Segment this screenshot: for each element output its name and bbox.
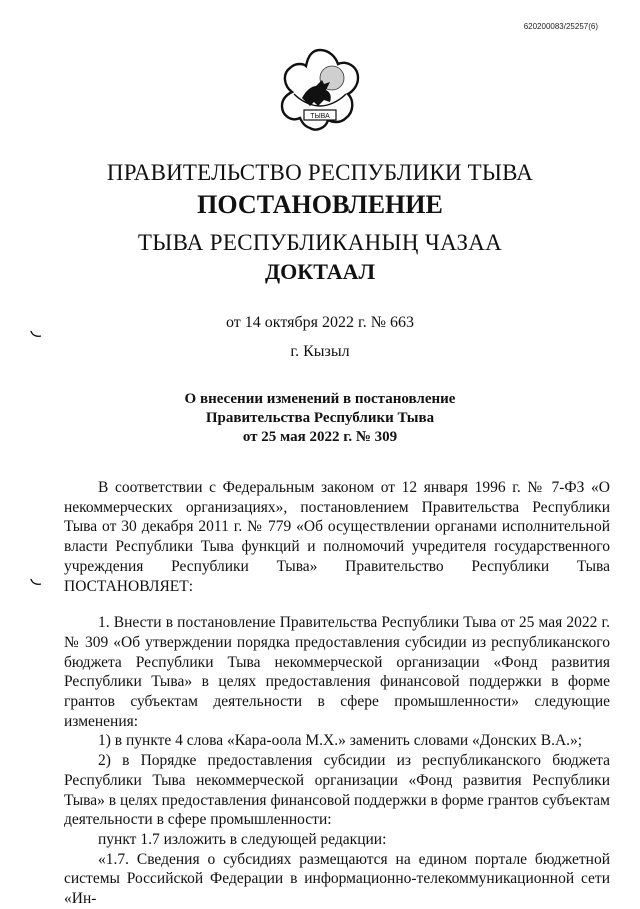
body-paragraph: пункт 1.7 изложить в следующей редакции: [98,830,387,848]
government-name-tv: ТЫВА РЕСПУБЛИКАНЫҢ ЧАЗАА [137,230,503,255]
margin-mark-icon [30,330,42,338]
document-id: 620200083/25257(6) [523,22,598,31]
body-paragraph: «1.7. Сведения о субсидиях размещаются на едином портале бюджетной системы Российской Федерации в информационно-телекоммуникационной сети «Ин- [64,850,610,908]
svg-text:ТЫВА: ТЫВА [310,113,330,120]
decree-title [0,390,640,447]
body-paragraph: 1. Внести в постановление Правительства Республики Тыва от 25 мая 2022 г. № 309 «Об утверждении порядка предоставления субсидии из республиканского бюджета Республики Тыва некоммерческой организации «Фонд развития Республики Тыва» в целях предоставления финансовой поддержки в форме грантов субъектам деятельности в сфере промышленности» следующие изменения: [64,614,610,730]
body-paragraph: В соответствии с Федеральным законом от 12 января 1996 г. № 7-ФЗ «О некоммерческих организациях», постановлением Правительства Республики Тыва от 30 декабря 2011 г. № 779 «Об осуществлении органами исполнительной власти Республики Тыва функций и полномочий учредителя государственного учреждения Республики Тыва» Правительство Республики Тыва ПОСТАНОВЛЯЕТ: [64,479,610,595]
government-name-ru: ПРАВИТЕЛЬСТВО РЕСПУБЛИКИ ТЫВА [106,160,534,185]
decree-city: г. Кызыл [290,343,350,360]
tuva-emblem-icon [272,44,368,140]
body-paragraph: 1) в пункте 4 слова «Кара-оола М.Х.» заменить словами «Донских В.А.»; [98,732,583,750]
body-paragraph: 2) в Порядке предоставления субсидии из республиканского бюджета Республики Тыва некоммерческой организации «Фонд развития Республики Тыва» в целях предоставления финансовой поддержки в форме грантов субъектам деятельности в сфере промышленности: [64,752,610,829]
decree-heading-ru: ПОСТАНОВЛЕНИЕ [197,190,443,219]
decree-heading-tv: ДОКТААЛ [265,259,375,284]
decree-date: от 14 октября 2022 г. № 663 [225,314,414,331]
margin-mark-icon [30,578,42,586]
decree-title-line: О внесении изменений в постановление [184,391,456,407]
decree-body [64,478,610,909]
decree-title-line: от 25 мая 2022 г. № 309 [242,429,398,445]
decree-title-line: Правительства Республики Тыва [205,410,435,426]
